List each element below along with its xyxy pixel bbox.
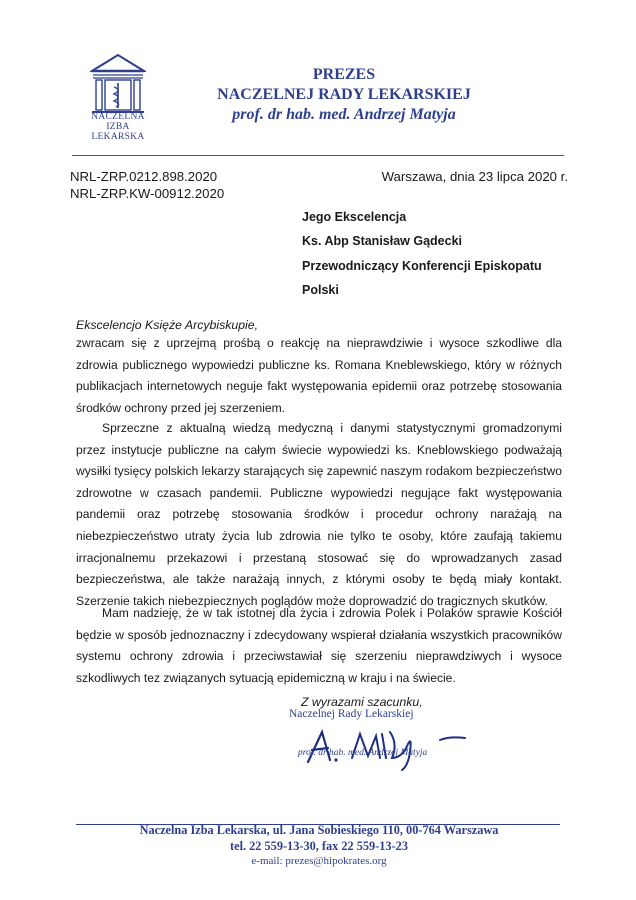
footer-email-line <box>76 854 562 869</box>
footer-email[interactable]: prezes@hipokrates.org <box>285 855 387 867</box>
footer-address: Naczelna Izba Lekarska, ul. Jana Sobieskiego 110, 00-764 Warszawa <box>139 823 499 837</box>
reference-number-2: NRL-ZRP.KW-00912.2020 <box>70 186 225 201</box>
logo-caption-line1: NACZELNA <box>91 112 145 122</box>
body-paragraph-3: Mam nadzieję, że w tak istotnej dla życia i zdrowia Polek i Polaków sprawie Kościół będzie w sposób jednoznaczny i zdecydowany wspierał działania wszystkich pracowników systemu ochrony zdrowia i przeciwstawiał się szerzeniu nieprawdziwych i wysoce szkodliwych tez związanych sytuacją epidemiczną w kraju i na świecie. <box>76 606 562 685</box>
letterhead-footer <box>76 822 562 869</box>
footer-email-label: e-mail: <box>251 855 283 867</box>
addressee-line3: Przewodniczący Konferencji Episkopatu <box>302 258 542 273</box>
letterhead-line2: NACZELNEJ RADY LEKARSKIEJ <box>217 86 471 103</box>
handwritten-signature <box>290 714 490 774</box>
letter-date: Warszawa, dnia 23 lipca 2020 r. <box>381 169 568 184</box>
body-paragraph-1: zwracam się z uprzejmą prośbą o reakcję na nieprawdziwie i wysoce szkodliwe dla zdrowia publicznego wypowiedzi publiczne ks. Romana Kneblewskiego, który w różnych publikacjach internetowych neguje fakt występowania epidemii oraz potrzebę stosowania środków ochrony przed jej szerzeniem. <box>76 336 562 415</box>
stamp-line1: Naczelnej Rady Lekarskiej <box>289 708 414 720</box>
addressee-line1: Jego Ekscelencja <box>302 210 407 224</box>
footer-phone: tel. 22 559-13-30, fax 22 559-13-23 <box>230 839 408 853</box>
logo-caption-line2: IZBA LEKARSKA <box>91 122 145 142</box>
stamp-line2: prof. dr hab. med. Andrzej Matyja <box>298 748 428 758</box>
closing-line: Z wyrazami szacunku, <box>301 695 423 709</box>
letterhead-title <box>196 65 492 125</box>
addressee-line2: Ks. Abp Stanisław Gądecki <box>302 234 463 249</box>
header-divider <box>72 155 564 156</box>
reference-numbers <box>70 168 224 202</box>
letterhead-line3: prof. dr hab. med. Andrzej Matyja <box>232 106 456 123</box>
salutation: Ekscelencjo Księże Arcybiskupie, <box>76 318 259 332</box>
addressee-block <box>302 205 542 303</box>
letterhead-line1: PREZES <box>312 66 376 83</box>
reference-number-1: NRL-ZRP.0212.898.2020 <box>70 169 218 184</box>
body-paragraph-2: Sprzeczne z aktualną wiedzą medyczną i danymi statystycznymi gromadzonymi przez instytucje publiczne na całym świecie wypowiedzi ks. Kneblowskiego podważają wysiłki tysięcy polskich lekarzy starających się zapewnić naszym rodakom bezpieczeństwo zdrowotne w czasach pandemii. Publiczne wypowiedzi negujące fakt występowania pandemii oraz potrzebę stosowania środków i procedur ochrony narażają na niebezpieczeństwo utraty życia lub zdrowia nie tylko te osoby, które zaufają takiemu irracjonalnemu przekazowi i przestaną stosować się do wprowadzanych zasad bezpieczeństwa, ale także narażają innych, z którymi osoby te będą miały kontakt. Szerzenie takich niebezpiecznych poglądów może doprowadzić do tragicznych skutków. <box>76 421 562 608</box>
addressee-line4: Polski <box>302 283 339 298</box>
logo-caption <box>80 112 156 142</box>
